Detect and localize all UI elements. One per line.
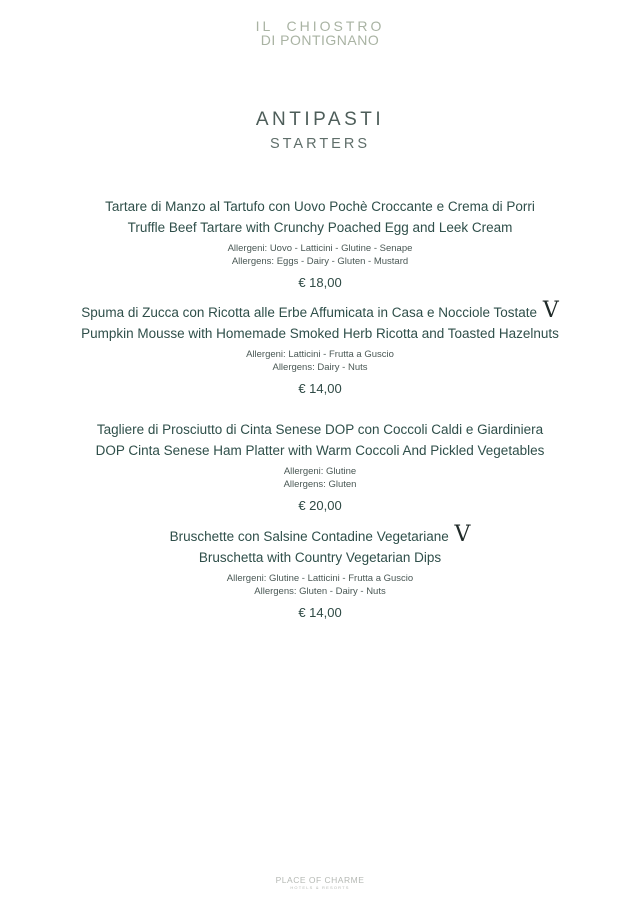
dish-name-italian-row [0,298,640,323]
allergens-italian: Allergeni: Glutine - Latticini - Frutta a Guscio [226,573,414,584]
menu-item [0,298,640,396]
dish-name-italian: Spuma di Zucca con Ricotta alle Erbe Affumicata in Casa e Nocciole Tostate [81,305,538,320]
dish-price: € 18,00 [298,275,342,290]
dish-name-italian-row [0,522,640,547]
dish-price: € 14,00 [298,605,342,620]
vegetarian-icon: V [542,298,559,323]
dish-name-italian: Bruschette con Salsine Contadine Vegetariane [169,529,449,544]
dish-name-english: Pumpkin Mousse with Homemade Smoked Herb Ricotta and Toasted Hazelnuts [81,326,559,341]
dish-name-italian: Tagliere di Prosciutto di Cinta Senese DOP con Coccoli Caldi e Giardiniera [96,422,544,437]
allergens-italian: Allergeni: Glutine [283,466,357,477]
allergens-italian: Allergeni: Latticini - Frutta a Guscio [246,349,394,360]
allergens-english: Allergens: Gluten [283,479,357,490]
allergens-english: Allergens: Gluten - Dairy - Nuts [254,586,386,597]
dish-name-english: Truffle Beef Tartare with Crunchy Poached Egg and Leek Cream [127,220,513,235]
dish-name-italian: Tartare di Manzo al Tartufo con Uovo Pochè Croccante e Crema di Porri [105,199,535,214]
dish-name-english: DOP Cinta Senese Ham Platter with Warm Coccoli And Pickled Vegetables [95,443,545,458]
menu-item [0,419,640,513]
brand-logo [0,19,640,47]
brand-line-2: DI PONTIGNANO [260,32,380,48]
footer-logo [0,875,640,891]
section-title: ANTIPASTI [255,109,385,130]
footer-brand: PLACE OF CHARME [275,875,365,885]
menu-item [0,196,640,290]
allergens-english: Allergens: Eggs - Dairy - Gluten - Mustard [231,256,409,267]
menu-item [0,522,640,620]
dish-price: € 20,00 [298,498,342,513]
vegetarian-icon: V [454,522,471,547]
dish-name-english: Bruschetta with Country Vegetarian Dips [198,550,442,565]
allergens-english: Allergens: Dairy - Nuts [272,362,368,373]
footer-tagline: HOTELS & RESORTS [290,885,350,890]
section-subtitle: STARTERS [269,136,370,152]
dish-price: € 14,00 [298,381,342,396]
brand-line-1: IL CHIOSTRO [255,18,385,34]
allergens-italian: Allergeni: Uovo - Latticini - Glutine - Senape [227,243,413,254]
